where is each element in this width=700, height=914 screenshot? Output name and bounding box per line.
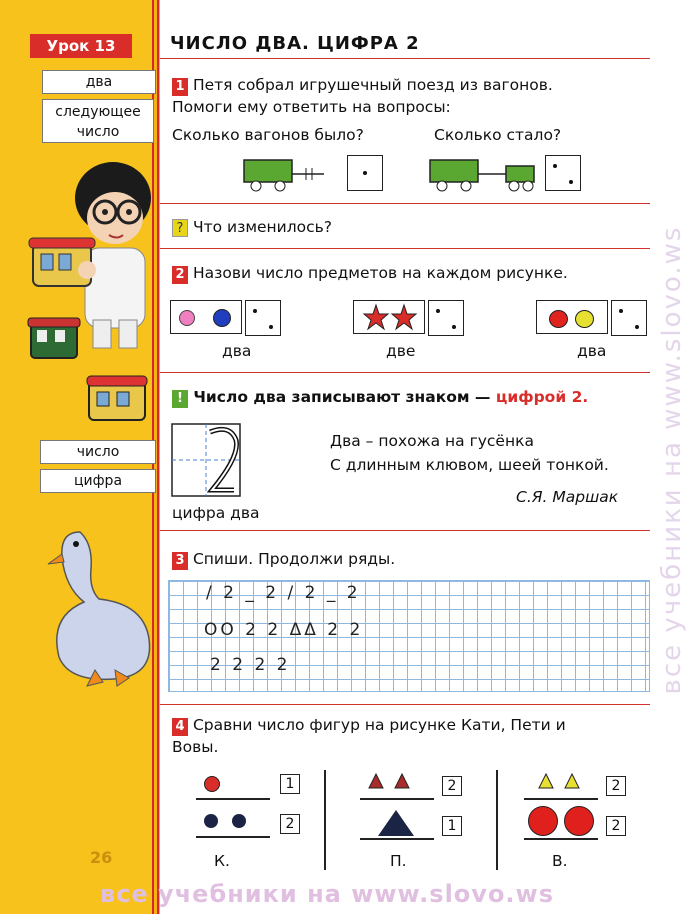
divider-2 <box>496 770 498 870</box>
task2-label-3: два <box>577 342 607 360</box>
rule-1 <box>160 203 650 204</box>
vova-big-circle-2 <box>564 806 594 836</box>
wagon-illustration <box>85 372 151 428</box>
rule-row <box>172 386 588 408</box>
question-row <box>172 216 332 238</box>
dot-card-stars <box>428 300 464 336</box>
term-next-line2: число <box>76 124 120 140</box>
title-rule <box>160 58 650 59</box>
task4-line1: Сравни число фигур на рисунке Кати, Пети и <box>192 716 566 734</box>
katya-line-bottom <box>196 836 270 838</box>
vertical-watermark <box>652 130 692 790</box>
lesson-badge: Урок 13 <box>30 34 132 58</box>
stars-panel <box>353 300 425 334</box>
task2-row <box>172 262 568 284</box>
task1-line2: Помоги ему ответить на вопросы: <box>172 98 451 116</box>
vova-small-triangles <box>538 772 590 792</box>
katya-box-bottom: 2 <box>280 814 300 834</box>
task2-label-2: две <box>386 342 416 360</box>
petya-big-triangle <box>376 808 416 838</box>
term-dva: два <box>42 70 156 94</box>
katya-dark-circle-1 <box>204 814 218 828</box>
task4-number: 4 <box>172 718 188 736</box>
one-wagon-image <box>240 154 340 194</box>
grid-row-1: / 2 _ 2 / 2 _ 2 <box>206 583 361 603</box>
katya-dark-circle-2 <box>232 814 246 828</box>
term-next-number <box>42 99 154 143</box>
boy-illustration <box>25 150 155 390</box>
petya-small-triangles <box>368 772 420 792</box>
digit-caption: цифра два <box>172 504 260 522</box>
task3-number: 3 <box>172 552 188 570</box>
dot-card-one <box>347 155 383 191</box>
name-petya: П. <box>390 852 407 870</box>
digit-two-sample <box>170 422 242 498</box>
task2-label-1: два <box>222 342 252 360</box>
katya-box-top: 1 <box>280 774 300 794</box>
poem-author: С.Я. Маршак <box>516 488 619 506</box>
term-chislo: число <box>40 440 156 464</box>
grid-row-3: 2 2 2 2 <box>210 655 291 675</box>
question-text: Что изменилось? <box>192 218 333 236</box>
task3-row <box>172 548 395 570</box>
petya-line-top <box>360 798 434 800</box>
vertical-watermark-text: все учебники на www.slovo.ws <box>657 225 687 695</box>
rule-2 <box>160 248 650 249</box>
task3-text: Спиши. Продолжи ряды. <box>192 550 396 568</box>
rule-3 <box>160 372 650 373</box>
poem-line2: С длинным клювом, шеей тонкой. <box>330 456 609 474</box>
dot-card-circles <box>245 300 281 336</box>
petya-line-bottom <box>360 838 434 840</box>
name-katya: К. <box>214 852 230 870</box>
vova-line-bottom <box>524 838 598 840</box>
rule-text: Число два записывают знаком — <box>193 388 491 406</box>
task1-line1: Петя собрал игрушечный поезд из вагонов. <box>192 76 553 94</box>
rule-5 <box>160 704 650 705</box>
fruits-panel <box>536 300 608 334</box>
task4-text <box>172 714 652 758</box>
task1-text <box>172 74 652 118</box>
term-cifra: цифра <box>40 469 156 493</box>
poem-line1: Два – похожа на гусёнка <box>330 432 534 450</box>
vova-line-top <box>524 798 598 800</box>
task1-number: 1 <box>172 78 188 96</box>
katya-line-top <box>196 798 270 800</box>
question-marker: ? <box>172 219 188 237</box>
dot-card-fruits <box>611 300 647 336</box>
dot-card-two <box>545 155 581 191</box>
margin-red-line-2 <box>157 0 159 914</box>
vova-big-circle-1 <box>528 806 558 836</box>
divider-1 <box>324 770 326 870</box>
petya-box-bottom: 1 <box>442 816 462 836</box>
rule-highlight: цифрой 2. <box>495 388 589 406</box>
vova-box-top: 2 <box>606 776 626 796</box>
two-wagons-image <box>428 154 540 194</box>
grid-row-2: OO 2 2 ΔΔ 2 2 <box>204 620 364 640</box>
task2-text: Назови число предметов на каждом рисунке. <box>192 264 568 282</box>
task4-line2: Вовы. <box>172 738 219 756</box>
term-next-line1: следующее <box>55 104 141 120</box>
circles-panel <box>170 300 242 334</box>
bottom-watermark: все учебники на www.slovo.ws <box>100 880 554 908</box>
page-title: ЧИСЛО ДВА. ЦИФРА 2 <box>170 33 420 54</box>
vova-box-bottom: 2 <box>606 816 626 836</box>
rule-marker: ! <box>172 390 188 408</box>
katya-red-circle <box>204 776 220 792</box>
name-vova: В. <box>552 852 568 870</box>
task2-number: 2 <box>172 266 188 284</box>
task1-question1: Сколько вагонов было? <box>172 126 364 144</box>
goose-illustration <box>40 512 155 692</box>
page-number: 26 <box>90 848 113 867</box>
petya-box-top: 2 <box>442 776 462 796</box>
rule-4 <box>160 530 650 531</box>
task1-question2: Сколько стало? <box>434 126 562 144</box>
